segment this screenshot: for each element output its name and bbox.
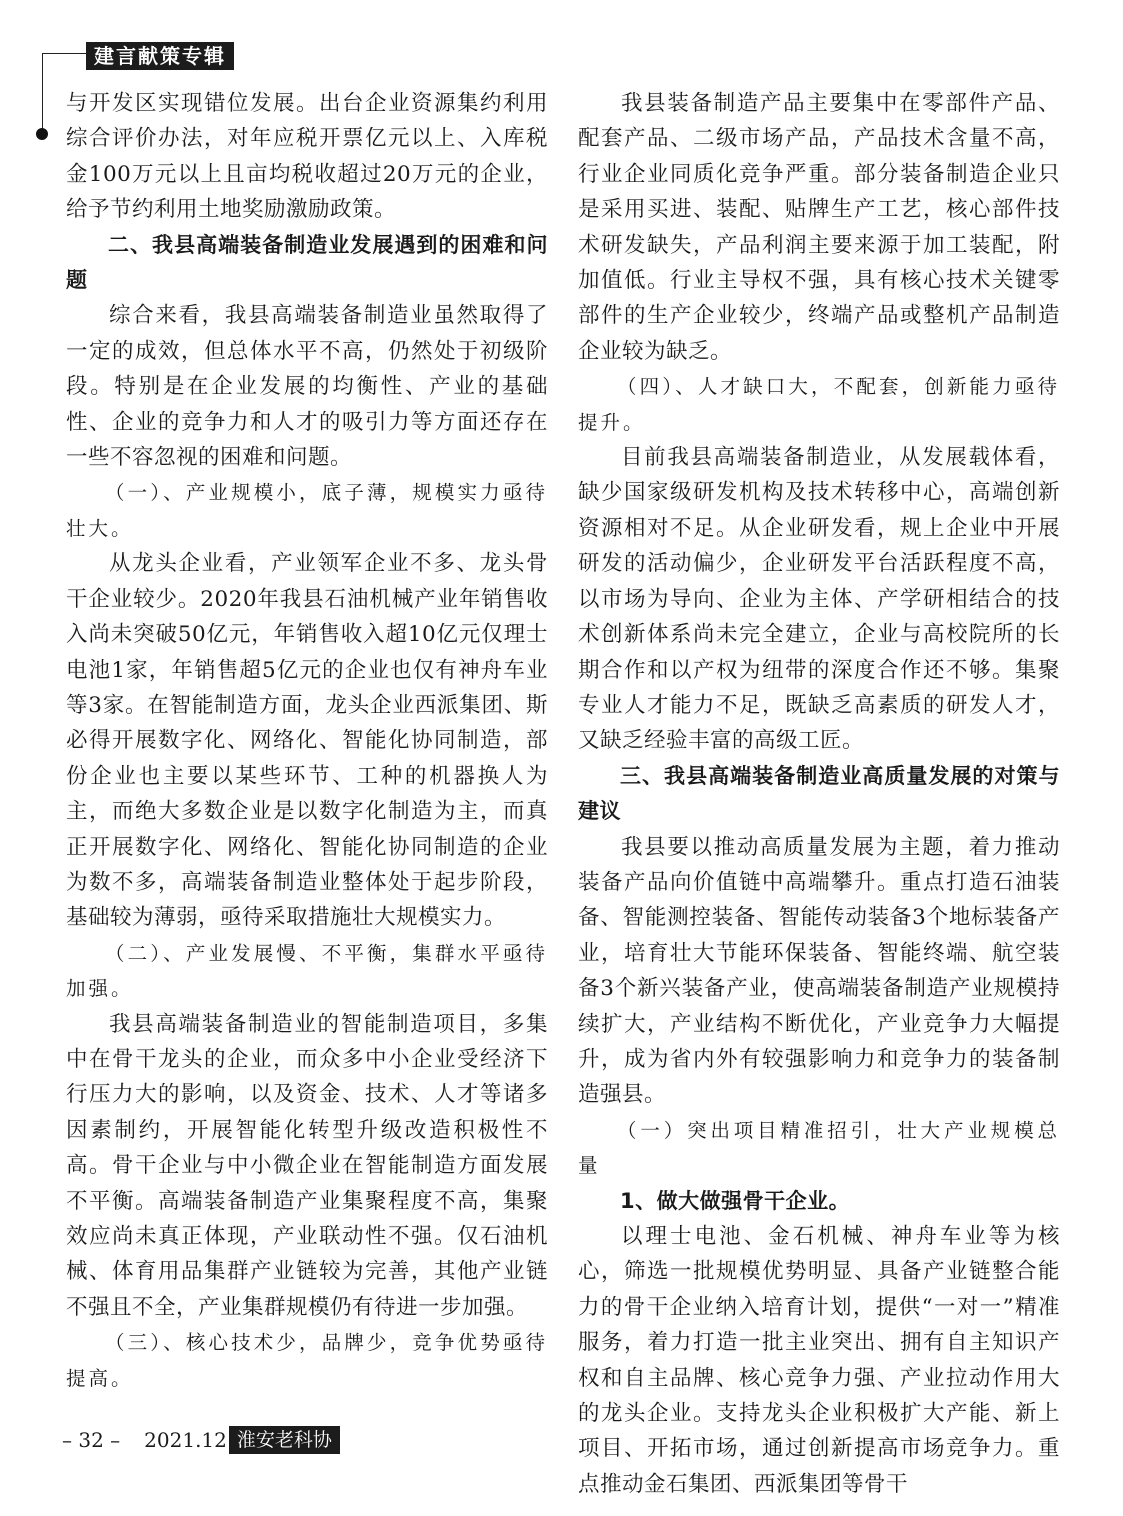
paragraph: 我县装备制造产品主要集中在零部件产品、配套产品、二级市场产品，产品技术含量不高，行业企业同质化竞争严重。部分装备制造企业只是采用买进、装配、贴牌生产工艺，核心部件技术研发缺失，产品利润主要来源于加工装配，附加值低。行业主导权不强，具有核心技术关键零部件的生产企业较少，终端产品或整机产品制造企业较为缺乏。 — [578, 91, 1060, 364]
header-bullet-dot — [36, 128, 48, 140]
paragraph: 综合来看，我县高端装备制造业虽然取得了一定的成效，但总体水平不高，仍然处于初级阶段。特别是在企业发展的均衡性、产业的基础性、企业的竞争力和人才的吸引力等方面还存在一些不容忽视的困难和问题。 — [66, 303, 548, 471]
paragraph: 我县要以推动高质量发展为主题，着力推动装备产品向价值链中高端攀升。重点打造石油装备、智能测控装备、智能传动装备3个地标装备产业，培育壮大节能环保装备、智能终端、航空装备3个新兴装备产业，使高端装备制造产业规模持续扩大，产业结构不断优化，产业竞争力大幅提升，成为省内外有较强影响力和竞争力的装备制造强县。 — [578, 834, 1060, 1108]
paragraph: 目前我县高端装备制造业，从发展载体看，缺少国家级研发机构及技术转移中心，高端创新资源相对不足。从企业研发看，规上企业中开展研发的活动偏少，企业研发平台活跃程度不高，以市场为导向、企业为主体、产学研相结合的技术创新体系尚未完全建立，企业与高校院所的长期合作和以产权为纽带的深度合作还不够。集聚专业人才能力不足，既缺乏高素质的研发人才，又缺乏经验丰富的高级工匠。 — [578, 445, 1060, 754]
item-heading: 1、做大做强骨干企业。 — [620, 1188, 851, 1213]
subsection-heading: （一）、产业规模小，底子薄，规模实力亟待壮大。 — [66, 481, 548, 540]
header-rule-vertical — [42, 53, 43, 133]
paragraph: 与开发区实现错位发展。出台企业资源集约利用综合评价办法，对年应税开票亿元以上、入库税金100万元以上且亩均税收超过20万元的企业，给予节约利用土地奖励激励政策。 — [66, 91, 548, 223]
right-column — [578, 86, 1060, 1502]
section-label: 建言献策专辑 — [86, 42, 234, 70]
paragraph: 从龙头企业看，产业领军企业不多、龙头骨干企业较少。2020年我县石油机械产业年销售收入尚未突破50亿元，年销售收入超10亿元仅理士电池1家，年销售超5亿元的企业也仅有神舟车业等3家。在智能制造方面，龙头企业西派集团、斯必得开展数字化、网络化、智能化协同制造，部份企业也主要以某些环节、工种的机器换人为主，而绝大多数企业是以数字化制造为主，而真正开展数字化、网络化、智能化协同制造的企业为数不多，高端装备制造业整体处于起步阶段，基础较为薄弱，亟待采取措施壮大规模实力。 — [66, 551, 548, 931]
publication-name: 淮安老科协 — [229, 1426, 340, 1454]
page-number: – 32 – — [62, 1428, 121, 1452]
issue-date: 2021.12 — [144, 1428, 227, 1452]
page-footer — [62, 1425, 340, 1455]
subsection-heading: （二）、产业发展慢、不平衡，集群水平亟待加强。 — [66, 941, 548, 1001]
subsection-heading: （一）突出项目精准招引，壮大产业规模总量 — [578, 1118, 1060, 1178]
subsection-heading: （三）、核心技术少，品牌少，竞争优势亟待提高。 — [66, 1331, 548, 1390]
subsection-heading: （四）、人才缺口大，不配套，创新能力亟待提升。 — [578, 375, 1060, 434]
paragraph: 我县高端装备制造业的智能制造项目，多集中在骨干龙头的企业，而众多中小企业受经济下行压力大的影响，以及资金、技术、人才等诸多因素制约，开展智能化转型升级改造积极性不高。骨干企业与中小微企业在智能制造方面发展不平衡。高端装备制造产业集聚程度不高，集聚效应尚未真正体现，产业联动性不强。仅石油机械、体育用品集群产业链较为完善，其他产业链不强且不全，产业集群规模仍有待进一步加强。 — [66, 1011, 548, 1320]
header-rule-horizontal — [42, 53, 86, 54]
section-heading: 三、我县高端装备制造业高质量发展的对策与建议 — [578, 763, 1060, 824]
left-column — [66, 86, 548, 1396]
section-heading: 二、我县高端装备制造业发展遇到的困难和问题 — [66, 232, 548, 293]
paragraph: 以理士电池、金石机械、神舟车业等为核心，筛选一批规模优势明显、具备产业链整合能力的骨干企业纳入培育计划，提供“一对一”精准服务，着力打造一批主业突出、拥有自主知识产权和自主品牌、核心竞争力强、产业拉动作用大的龙头企业。支持龙头企业积极扩大产能、新上项目、开拓市场，通过创新提高市场竞争力。重点推动金石集团、西派集团等骨干 — [578, 1224, 1060, 1497]
